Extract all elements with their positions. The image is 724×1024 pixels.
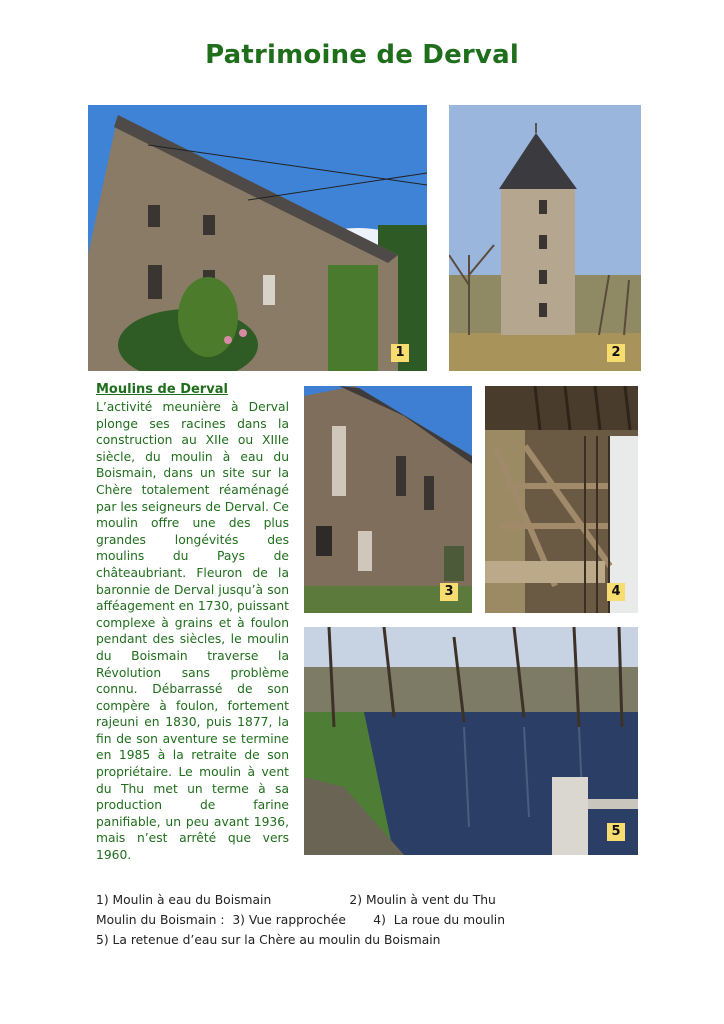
page-title: Patrimoine de Derval — [205, 40, 519, 70]
caption-line: Moulin du Boismain : 3) Vue rapprochée 4) La roue du moulin — [96, 913, 506, 927]
article — [96, 381, 289, 864]
photo-number-badge: 1 — [391, 344, 409, 362]
caption-line: 1) Moulin à eau du Boismain 2) Moulin à vent du Thu — [96, 893, 496, 907]
photo-water-reservoir — [304, 627, 638, 855]
photo-mill-wheel — [485, 386, 638, 613]
article-body: L’activité meunière à Derval plonge ses racines dans la construction au XIIe ou XIIIe siècle, du moulin à eau du Boismain, dans un site sur la Chère totalement réaménagé par les seigneurs de Derval. Ce moulin offre une des plus grandes longévités des moulins du Pays de châteaubriant. Fleuron de la baronnie de Derval jusqu’à son afféagement en 1730, puissant complexe à grains et à foulon pendant des siècles, le moulin du Boismain traverse la Révolution sans problème connu. Débarrassé de son compère à foulon, fortement rajeuni en 1830, puis 1877, la fin de son aventure se termine en 1985 à la retraite de son propriétaire. Le moulin à vent du Thu met un terme à sa production de farine panifiable, un peu avant 1936, mais n’est arrêté que vers 1960. — [96, 400, 289, 863]
photo-watermill — [88, 105, 427, 371]
photo-windmill — [449, 105, 641, 371]
article-heading: Moulins de Derval — [96, 382, 228, 397]
photo-number-badge: 4 — [607, 583, 625, 601]
caption-line: 5) La retenue d’eau sur la Chère au moulin du Boismain — [96, 933, 441, 947]
photo-number-badge: 3 — [440, 583, 458, 601]
photo-mill-closeup — [304, 386, 472, 613]
photo-number-badge: 5 — [607, 823, 625, 841]
photo-number-badge: 2 — [607, 344, 625, 362]
photo-captions — [96, 890, 656, 950]
